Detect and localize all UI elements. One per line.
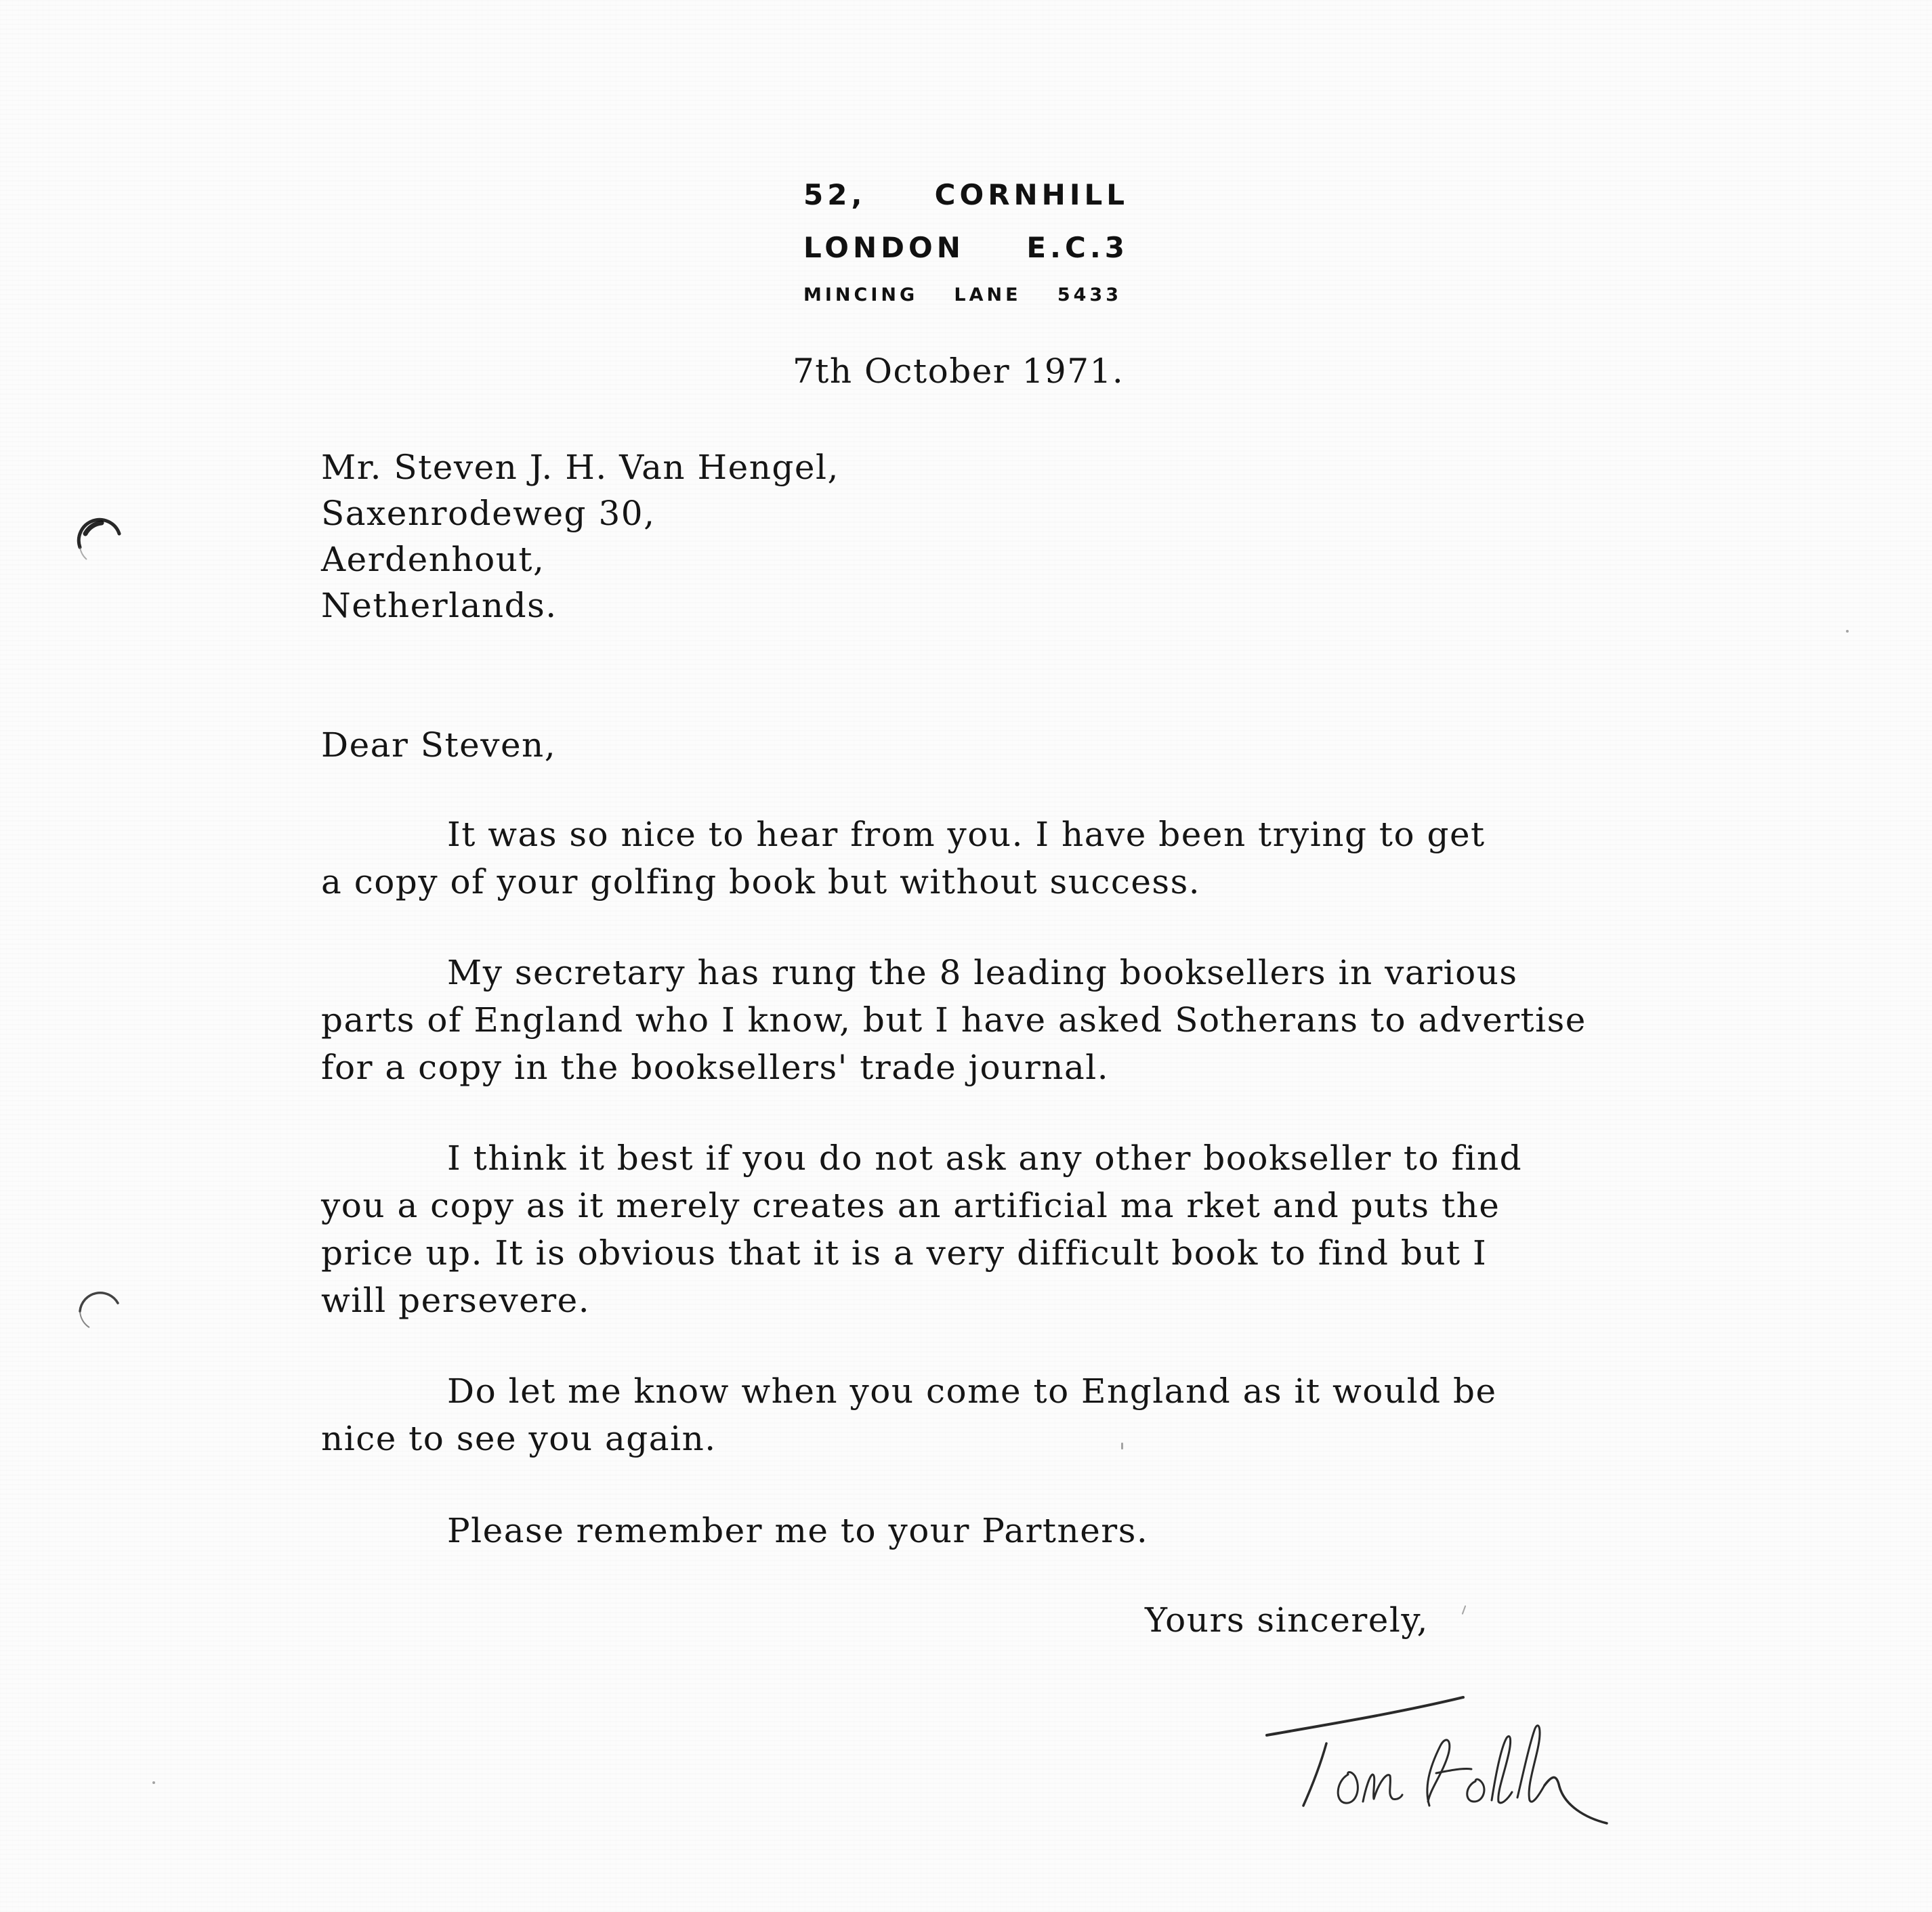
salutation: Dear Steven, xyxy=(321,725,557,765)
punch-hole-icon xyxy=(72,513,127,569)
address-line-name: Mr. Steven J. H. Van Hengel, xyxy=(321,448,839,487)
letterhead-city: LONDON E.C.3 xyxy=(803,231,1129,264)
address-line-town: Aerdenhout, xyxy=(321,540,545,579)
letterhead-telephone: MINCING LANE 5433 xyxy=(803,284,1122,305)
paper-speck xyxy=(1846,630,1849,633)
body-paragraph-3 xyxy=(321,1135,1522,1325)
paragraph-line: a copy of your golfing book but without success. xyxy=(321,862,1201,901)
paragraph-line: It was so nice to hear from you. I have been trying to get xyxy=(447,815,1486,854)
paper-speck xyxy=(1462,1605,1467,1615)
paragraph-line: for a copy in the booksellers' trade journal. xyxy=(321,1048,1110,1087)
paragraph-line: you a copy as it merely creates an artificial ma rket and puts the xyxy=(321,1186,1500,1225)
address-line-country: Netherlands. xyxy=(321,586,558,625)
paragraph-line: My secretary has rung the 8 leading booksellers in various xyxy=(447,953,1518,992)
handwritten-signature-icon xyxy=(1246,1673,1707,1829)
recipient-address xyxy=(321,444,839,629)
punch-hole-icon xyxy=(70,1280,126,1336)
paper-speck xyxy=(1121,1443,1123,1449)
paragraph-line: parts of England who I know, but I have asked Sotherans to advertise xyxy=(321,1000,1587,1040)
paragraph-line: Do let me know when you come to England as it would be xyxy=(447,1372,1497,1411)
letter-date: 7th October 1971. xyxy=(793,352,1125,391)
paragraph-line: nice to see you again. xyxy=(321,1419,717,1458)
paragraph-line: Please remember me to your Partners. xyxy=(447,1511,1149,1550)
body-paragraph-2 xyxy=(321,950,1587,1092)
body-paragraph-4 xyxy=(321,1368,1497,1463)
letterhead-street: 52, CORNHILL xyxy=(803,178,1129,211)
body-paragraph-1 xyxy=(321,811,1486,906)
closing: Yours sincerely, xyxy=(1145,1600,1429,1640)
letterhead xyxy=(803,175,1129,309)
paragraph-line: will persevere. xyxy=(321,1281,591,1320)
paragraph-line: price up. It is obvious that it is a very difficult book to find but I xyxy=(321,1233,1488,1273)
paper-speck xyxy=(152,1781,155,1784)
address-line-street: Saxenrodeweg 30, xyxy=(321,494,656,533)
paragraph-line: I think it best if you do not ask any other bookseller to find xyxy=(447,1139,1523,1178)
body-paragraph-5 xyxy=(321,1508,1148,1555)
